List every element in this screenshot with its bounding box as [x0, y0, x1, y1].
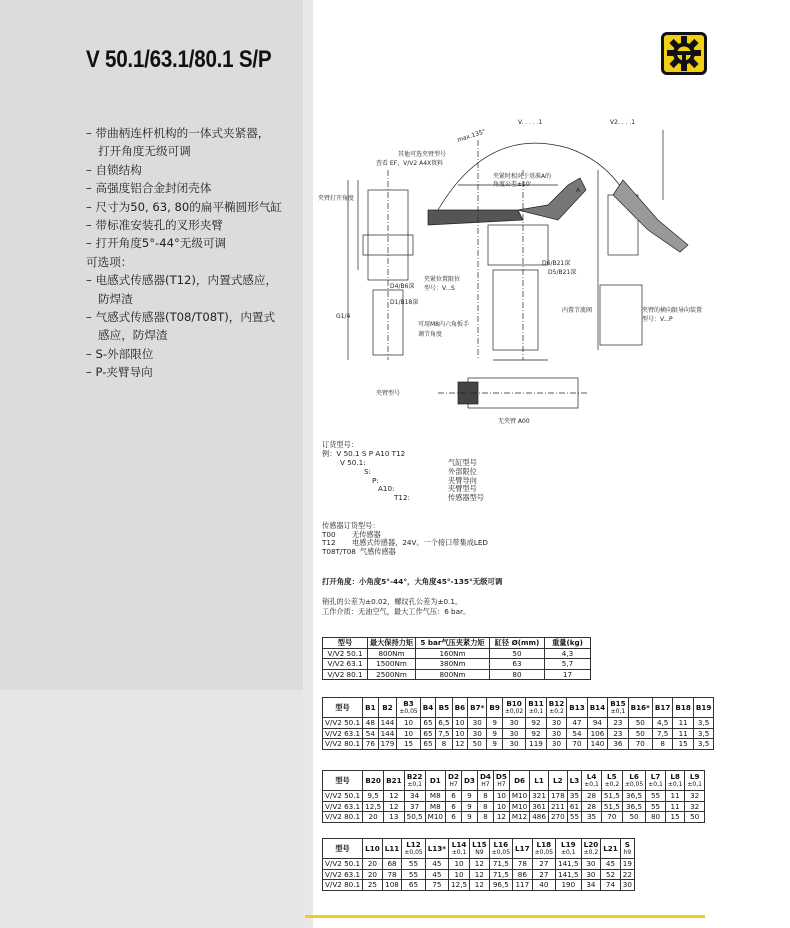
drawing-label: D6/B21深	[542, 260, 571, 267]
table-cell: 74	[601, 880, 621, 891]
yellow-gear-logo-icon	[661, 32, 707, 75]
table-cell: 3,5	[693, 728, 713, 739]
table-cell: 20	[363, 812, 384, 823]
table-cell: 9	[461, 791, 477, 802]
table-header: D5 H7	[493, 771, 509, 791]
table-cell: 12	[384, 791, 404, 802]
table-row	[323, 801, 705, 812]
ordering-example: 例：V 50.1 S P A10 T12	[322, 448, 406, 458]
table-cell: 140	[587, 739, 607, 750]
table-cell: 3,5	[693, 739, 713, 750]
table-header: D4 H7	[477, 771, 493, 791]
table-cell: 11	[673, 728, 693, 739]
table-cell: 27	[532, 869, 555, 880]
table-cell: 50	[628, 718, 652, 729]
table-header: B10 ±0,02	[502, 698, 525, 718]
table-cell: 8	[652, 739, 672, 750]
table-header: 型号	[323, 638, 368, 649]
drawing-label: 可用M8内六角扳手	[418, 321, 469, 328]
table-cell: 23	[608, 718, 628, 729]
table-header: B16*	[628, 698, 652, 718]
table-cell: 10	[452, 718, 467, 729]
table-header: L17	[513, 839, 533, 859]
table-cell: 50,5	[404, 812, 425, 823]
table-header: L20 ±0,2	[581, 839, 601, 859]
table-header: B1	[363, 698, 378, 718]
table-header: L15 N9	[470, 839, 490, 859]
table-cell: 65	[420, 728, 435, 739]
table-cell: 141,5	[556, 859, 582, 870]
table-cell: 32	[685, 791, 705, 802]
ordering-code-item: T12:	[394, 493, 410, 503]
table-cell: 36,5	[622, 791, 645, 802]
table-row: V/V2 63.1 1500Nm 380Nm 63 5,7	[323, 659, 591, 670]
table-cell: 45	[425, 869, 448, 880]
table-cell: 50	[685, 812, 705, 823]
drawing-label: D5/B21深	[548, 269, 577, 276]
opening-angle-note: 打开角度：小角度5°-44°，大角度45°-135°无级可调	[322, 577, 503, 586]
drawing-label: 角度公差±10'	[493, 181, 532, 188]
footer-accent-line	[305, 915, 705, 918]
table-cell: 92	[526, 728, 546, 739]
table-header: B12 ±0,2	[546, 698, 566, 718]
feature-list	[86, 124, 301, 382]
table-header: 缸径 Ø(mm)	[490, 638, 545, 649]
ordering-code-item: S:	[364, 466, 371, 476]
table-header: L13*	[425, 839, 448, 859]
feature-item: – 高强度铝合金封闭壳体	[86, 181, 212, 196]
table-header: L3	[567, 771, 582, 791]
dimension-table-l	[322, 838, 635, 891]
table-header: L7 ±0,1	[646, 771, 666, 791]
table-cell: 106	[587, 728, 607, 739]
table-header: L11	[382, 839, 402, 859]
table-cell: 9	[487, 728, 502, 739]
table-cell: 50	[628, 728, 652, 739]
table-cell: 70	[567, 739, 587, 750]
table-header: L8 ±0,1	[665, 771, 685, 791]
table-header: B17	[652, 698, 672, 718]
ordering-desc: 外部限位	[448, 466, 477, 476]
sensor-desc: 电感式传感器，24V。一个接口带集成LED	[352, 538, 488, 548]
table-cell: 27	[532, 859, 555, 870]
table-cell: 51,5	[601, 791, 622, 802]
table-cell: 94	[587, 718, 607, 729]
table-cell: 55	[402, 859, 425, 870]
table-cell: 65	[420, 718, 435, 729]
table-cell: 30	[502, 718, 525, 729]
left-panel-lower	[0, 690, 303, 928]
ordering-code-item: V 50.1:	[340, 457, 366, 467]
feature-item: 可选项：	[86, 254, 133, 269]
table-cell: 30	[546, 728, 566, 739]
table-cell: 13	[384, 812, 404, 823]
feature-item: 打开角度无级可调	[98, 144, 191, 159]
ordering-heading: 订货型号：	[322, 440, 358, 449]
table-cell: 30	[581, 859, 601, 870]
table-cell: 30	[546, 718, 566, 729]
table-row	[323, 718, 714, 729]
table-header: 型号	[323, 771, 363, 791]
table-cell: 4,5	[652, 718, 672, 729]
table-cell: 50	[622, 812, 645, 823]
sensor-code: T08T/T08	[322, 546, 356, 556]
table-cell: 28	[582, 801, 602, 812]
table-header: B18	[673, 698, 693, 718]
sensor-desc: 气感传感器	[359, 546, 396, 556]
table-cell: 11	[665, 801, 685, 812]
table-cell: V/V2 80.1	[323, 812, 363, 823]
table-cell: 71,5	[489, 859, 512, 870]
table-header: D2 H7	[446, 771, 462, 791]
table-header: D3	[461, 771, 477, 791]
table-cell: 35	[567, 791, 582, 802]
table-header: L10	[363, 839, 383, 859]
ordering-desc: 夹臂导向	[448, 475, 477, 485]
table-cell: 78	[513, 859, 533, 870]
table-cell: 6	[446, 812, 462, 823]
table-header: B21	[384, 771, 404, 791]
table-cell: M8	[425, 791, 445, 802]
table-cell: 10	[397, 728, 420, 739]
table-header: 最大保持力矩	[368, 638, 416, 649]
drawing-label: D4/B6深	[390, 283, 415, 290]
table-cell: 144	[378, 718, 397, 729]
table-cell: 3,5	[693, 718, 713, 729]
feature-item: – S-外部限位	[86, 346, 154, 361]
table-header: B19	[693, 698, 713, 718]
table-cell: V/V2 80.1	[323, 880, 363, 891]
table-cell: 12	[470, 869, 490, 880]
table-cell: 8	[477, 791, 493, 802]
table-cell: 30	[502, 739, 525, 750]
table-row	[323, 880, 635, 891]
table-cell: 78	[382, 869, 402, 880]
table-cell: 144	[378, 728, 397, 739]
table-cell: 86	[513, 869, 533, 880]
table-cell: 37	[404, 801, 425, 812]
table-header: B9	[487, 698, 502, 718]
table-cell: 30	[468, 718, 487, 729]
table-cell: 11	[665, 791, 685, 802]
table-cell: 6,5	[436, 718, 452, 729]
table-cell: 486	[530, 812, 549, 823]
table-cell: 10	[493, 801, 509, 812]
table-row: V/V2 80.1 2500Nm 800Nm 80 17	[323, 669, 591, 680]
table-cell: 34	[581, 880, 601, 891]
table-cell: 10	[493, 791, 509, 802]
table-cell: 30	[581, 869, 601, 880]
table-cell: 12	[470, 880, 490, 891]
table-cell: 55	[646, 801, 666, 812]
table-cell: 15	[673, 739, 693, 750]
table-cell: 55	[402, 869, 425, 880]
feature-item: – 打开角度5°-44°无级可调	[86, 236, 227, 251]
note-line: 销孔的公差为±0.02，螺纹孔公差为±0.1。	[322, 597, 463, 606]
table-header: B14	[587, 698, 607, 718]
table-header: B13	[567, 698, 587, 718]
table-cell: 20	[363, 859, 383, 870]
drawing-label: 其他可选夹臂型号	[398, 151, 447, 158]
table-header: B15 ±0,1	[608, 698, 628, 718]
table-header: B2	[378, 698, 397, 718]
drawing-label: 夹紧位置限位	[424, 276, 461, 283]
table-cell: 28	[582, 791, 602, 802]
table-cell: V/V2 80.1	[323, 739, 363, 750]
table-cell: 35	[582, 812, 602, 823]
table-cell: 108	[382, 880, 402, 891]
notes	[322, 597, 470, 616]
sensor-desc: 无传感器	[352, 529, 381, 539]
table-row	[323, 812, 705, 823]
note-line: 工作介质：无油空气，最大工作气压：6 bar。	[322, 606, 471, 616]
table-cell: 30	[502, 728, 525, 739]
technical-drawing	[318, 110, 738, 435]
table-cell: 7,5	[652, 728, 672, 739]
table-cell: 178	[548, 791, 567, 802]
table-cell: 8	[477, 812, 493, 823]
sensor-heading: 传感器订货型号：	[322, 521, 380, 530]
table-header: L6 ±0,05	[622, 771, 645, 791]
ordering-desc: 传感器型号	[448, 493, 484, 503]
table-row: V/V2 50.1 800Nm 160Nm 50 4,3	[323, 648, 591, 659]
table-cell: 54	[567, 728, 587, 739]
drawing-label: max.135°	[456, 128, 487, 144]
table-cell: 48	[363, 718, 378, 729]
dimension-table-bd	[322, 770, 705, 823]
table-cell: V/V2 50.1	[323, 718, 363, 729]
table-cell: 45	[425, 859, 448, 870]
table-cell: 34	[404, 791, 425, 802]
table-row	[323, 728, 714, 739]
drawing-label: 内置节流阀	[562, 307, 593, 314]
table-cell: 10	[452, 728, 467, 739]
table-header: S h9	[620, 839, 634, 859]
drawing-label: 无夹臂 A00	[498, 418, 530, 425]
table-cell: 119	[526, 739, 546, 750]
table-cell: 6	[446, 791, 462, 802]
sensor-ordering	[322, 521, 488, 556]
table-cell: V/V2 63.1	[323, 801, 363, 812]
table-cell: 321	[530, 791, 549, 802]
table-cell: 190	[556, 880, 582, 891]
table-header: L9 ±0,1	[685, 771, 705, 791]
table-cell: 7,5	[436, 728, 452, 739]
table-cell: 61	[567, 801, 582, 812]
table-header: L21	[601, 839, 621, 859]
table-header: 5 bar气压夹紧力矩	[416, 638, 490, 649]
feature-item: – 自锁结构	[86, 162, 142, 177]
drawing-label: V2. . . .1	[610, 119, 636, 126]
table-cell: 10	[449, 869, 470, 880]
table-cell: 12,5	[449, 880, 470, 891]
table-header: D1	[425, 771, 445, 791]
table-cell: 179	[378, 739, 397, 750]
table-row	[323, 739, 714, 750]
table-cell: 9,5	[363, 791, 384, 802]
table-cell: 10	[397, 718, 420, 729]
table-cell: 50	[468, 739, 487, 750]
table-cell: 92	[526, 718, 546, 729]
feature-item: 防焊渣	[98, 291, 133, 306]
table-cell: V/V2 63.1	[323, 728, 363, 739]
table-cell: V/V2 50.1	[323, 791, 363, 802]
table-row	[323, 859, 635, 870]
table-header: L12 ±0,05	[402, 839, 425, 859]
table-cell: 30	[620, 880, 634, 891]
table-cell: 9	[461, 812, 477, 823]
table-cell: 36	[608, 739, 628, 750]
table-cell: 9	[487, 718, 502, 729]
table-cell: 68	[382, 859, 402, 870]
table-cell: 30	[546, 739, 566, 750]
sensor-code: T12	[322, 538, 336, 548]
table-header: B7*	[468, 698, 487, 718]
table-cell: 96,5	[489, 880, 512, 891]
feature-item: – 尺寸为50, 63, 80的扁平椭圆形气缸	[86, 199, 283, 214]
table-cell: M10	[425, 812, 445, 823]
table-cell: 8	[436, 739, 452, 750]
table-cell: 8	[477, 801, 493, 812]
table-cell: 65	[420, 739, 435, 750]
drawing-label: 型号：V...P	[642, 316, 673, 323]
torque-table	[322, 637, 591, 680]
table-header: B11 ±0,1	[526, 698, 546, 718]
table-cell: 76	[363, 739, 378, 750]
drawing-label: 调节角度	[418, 331, 443, 338]
ordering-desc: 夹臂型号	[448, 484, 477, 494]
table-cell: 211	[548, 801, 567, 812]
table-cell: 10	[449, 859, 470, 870]
drawing-label: 夹臂的横向限导向装置	[642, 307, 703, 314]
table-header: B3 ±0,05	[397, 698, 420, 718]
feature-item: – 电感式传感器(T12)，内置式感应，	[86, 273, 278, 288]
table-header: L4 ±0,1	[582, 771, 602, 791]
drawing-label: A	[576, 187, 581, 194]
table-cell: 141,5	[556, 869, 582, 880]
table-header: 型号	[323, 839, 363, 859]
ordering-code-item: A10:	[378, 484, 395, 494]
table-cell: M8	[425, 801, 445, 812]
drawing-label: 夹臂型号	[376, 390, 401, 397]
table-cell: 55	[567, 812, 582, 823]
table-cell: 12	[384, 801, 404, 812]
table-header: L5 ±0,2	[601, 771, 622, 791]
table-cell: 54	[363, 728, 378, 739]
drawing-label: 型号：V...S	[424, 285, 455, 292]
table-cell: 32	[685, 801, 705, 812]
table-cell: V/V2 63.1	[323, 869, 363, 880]
table-cell: 70	[601, 812, 622, 823]
feature-item: – P-夹臂导向	[86, 365, 153, 380]
table-header: L14 ±0,1	[449, 839, 470, 859]
table-cell: 80	[646, 812, 666, 823]
drawing-label: 夹紧时相对于基准A的	[493, 173, 552, 180]
table-header: L2	[548, 771, 567, 791]
table-header: B5	[436, 698, 452, 718]
table-header: L16 ±0,05	[489, 839, 512, 859]
table-header: L19 ±0,1	[556, 839, 582, 859]
feature-item: 感应，防焊渣	[98, 328, 168, 343]
table-cell: 270	[548, 812, 567, 823]
table-header: B22 ±0,1	[404, 771, 425, 791]
drawing-label: 查看 EF、V/V2 A4X资料	[376, 160, 444, 167]
table-cell: M10	[509, 791, 529, 802]
drawing-label: V. . . . .1	[518, 119, 543, 126]
table-cell: 23	[608, 728, 628, 739]
table-cell: 75	[425, 880, 448, 891]
table-header: D6	[509, 771, 529, 791]
table-cell: 40	[532, 880, 555, 891]
table-cell: 9	[461, 801, 477, 812]
drawing-label: G1/4	[336, 313, 351, 320]
table-header: B6	[452, 698, 467, 718]
page-title: V 50.1/63.1/80.1 S/P	[86, 46, 272, 73]
table-cell: M12	[509, 812, 529, 823]
table-cell: 36,5	[622, 801, 645, 812]
table-header: 型号	[323, 698, 363, 718]
table-cell: 22	[620, 869, 634, 880]
table-row	[323, 791, 705, 802]
drawing-label: D1/B18深	[390, 299, 419, 306]
table-cell: 55	[646, 791, 666, 802]
table-cell: 52	[601, 869, 621, 880]
table-cell: 30	[468, 728, 487, 739]
table-cell: 6	[446, 801, 462, 812]
table-row	[323, 869, 635, 880]
table-cell: 19	[620, 859, 634, 870]
table-cell: 70	[628, 739, 652, 750]
table-cell: 51,5	[601, 801, 622, 812]
table-cell: 15	[397, 739, 420, 750]
table-cell: 71,5	[489, 869, 512, 880]
table-cell: 12,5	[363, 801, 384, 812]
table-cell: 361	[530, 801, 549, 812]
table-cell: 11	[673, 718, 693, 729]
feature-item: – 气感式传感器(T08/T08T)，内置式	[86, 310, 276, 325]
table-cell: 9	[487, 739, 502, 750]
dimension-table-b	[322, 697, 714, 750]
table-cell: 117	[513, 880, 533, 891]
sensor-code: T00	[322, 529, 336, 539]
table-cell: 12	[470, 859, 490, 870]
ordering-code-item: P:	[372, 475, 379, 485]
table-header: B20	[363, 771, 384, 791]
table-header: L1	[530, 771, 549, 791]
table-cell: 12	[452, 739, 467, 750]
table-cell: 15	[665, 812, 685, 823]
divider-band	[303, 0, 313, 928]
table-cell: 25	[363, 880, 383, 891]
ordering-desc: 气缸型号	[448, 457, 477, 467]
table-cell: 45	[601, 859, 621, 870]
table-cell: 47	[567, 718, 587, 729]
feature-item: – 带曲柄连杆机构的一体式夹紧器，	[86, 126, 270, 140]
table-cell: M10	[509, 801, 529, 812]
table-cell: 65	[402, 880, 425, 891]
feature-item: – 带标准安装孔的叉形夹臂	[86, 218, 224, 233]
table-header: B4	[420, 698, 435, 718]
table-cell: V/V2 50.1	[323, 859, 363, 870]
table-cell: 20	[363, 869, 383, 880]
table-header: 重量(kg)	[545, 638, 591, 649]
table-cell: 12	[493, 812, 509, 823]
table-header: L18 ±0,05	[532, 839, 555, 859]
drawing-label: 夹臂打开角度	[318, 195, 355, 202]
